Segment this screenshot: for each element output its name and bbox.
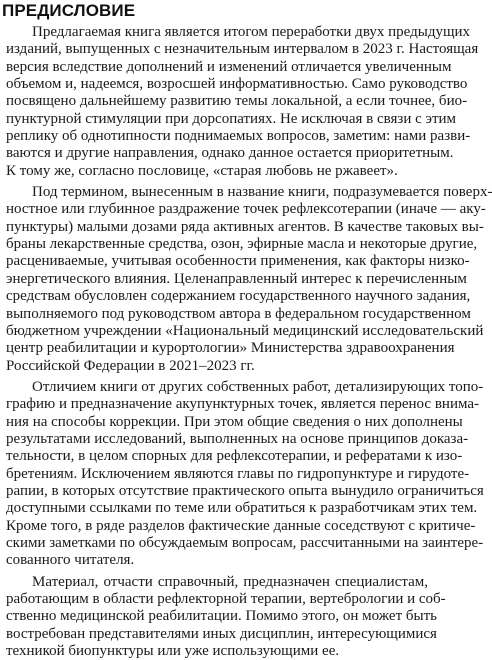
text-line: рапии, в которых отсутствие практического опыта вынудило ограничиться — [6, 482, 484, 499]
text-line: энергетического влияния. Целенаправленный интерес к перечисленным — [6, 270, 467, 287]
text-line: выполняемого под руководством автора в федеральном государственном — [6, 305, 471, 322]
section-heading: ПРЕДИСЛОВИЕ — [2, 1, 136, 20]
paragraph — [6, 573, 446, 660]
document-body — [6, 24, 492, 660]
text-line: результатами исследований, выполненных на основе принципов доказа- — [6, 430, 469, 447]
text-line: средствам обусловлен содержанием государственного научного задания, — [6, 288, 471, 305]
text-line: браны лекарственные средства, озон, эфирные масла и некоторые другие, — [6, 236, 478, 253]
text-line: ностное или глубинное раздражение точек рефлексотерапии (иначе — аку- — [6, 201, 486, 218]
text-line: ственно медицинской реабилитации. Помимо этого, он может быть — [6, 608, 437, 625]
text-line: пунктурной стимуляции при дорсопатиях. Не исключая в связи с этим — [6, 110, 457, 127]
text-line: Под термином, вынесенным в название книги, подразумевается поверх- — [32, 184, 492, 201]
text-line: К тому же, согласно пословице, «старая любовь не ржавеет». — [6, 162, 398, 179]
text-line: центр реабилитации и курортологии» Министерства здравоохранения — [6, 340, 455, 357]
text-line: графию и предназначение акупунктурных точек, является перенос внима- — [6, 396, 480, 413]
paragraph — [6, 378, 484, 570]
text-line: объемом и, надеемся, возросшей информативностью. Само руководство — [6, 76, 468, 93]
text-line: бюджетном учреждении «Национальный медицинский исследовательский — [6, 322, 484, 339]
text-line: версия вследствие дополнений и изменений отличается увеличенным — [6, 58, 452, 75]
text-line: доступными ссылками по теме или обратиться к разработчикам этих тем. — [6, 500, 478, 517]
text-line: расцениваемые, учитывая особенности применения, как факторы низко- — [6, 253, 470, 270]
text-line: техникой биопунктуры или уже использующими ее. — [6, 643, 340, 660]
text-line: Кроме того, в ряде разделов фактические данные соседствуют с критиче- — [6, 517, 476, 534]
paragraph — [6, 24, 479, 180]
text-line: реплику об однотипности поднимаемых вопросов, заметим: нами разви- — [6, 128, 471, 145]
text-line: работающим в области рефлекторной терапии, вертебрологии и соб- — [6, 591, 446, 607]
text-line: скими заметками по обсуждаемым вопросам, рассчитанными на заинтере- — [6, 534, 484, 551]
paragraph — [6, 184, 492, 375]
text-line: Отличием книги от других собственных работ, детализирующих топо- — [32, 378, 484, 395]
text-line: Предлагаемая книга является итогом переработки двух предыдущих — [32, 24, 471, 40]
text-line: ваются и другие направления, однако данное остается приоритетным. — [6, 145, 454, 162]
text-line: сованного читателя. — [6, 552, 135, 569]
text-line: изданий, выпущенных с незначительным интервалом в 2023 г. Настоящая — [6, 41, 479, 58]
text-line: Материал, отчасти справочный, предназначен специалистам, — [32, 573, 428, 590]
text-line: посвящено дальнейшему развитию темы локальной, а если точнее, био- — [6, 93, 468, 110]
text-line: Российской Федерации в 2021–2023 гг. — [6, 357, 255, 374]
text-line: востребован представителями иных дисциплин, интересующимися — [6, 625, 437, 642]
text-line: тельности, в целом спорных для рефлексотерапии, и рефератами к изо- — [6, 448, 463, 465]
text-line: ния на способы коррекции. При этом общие сведения о них дополнены — [6, 413, 463, 430]
text-line: бретениям. Исключением являются главы по гидропунктуре и гирудоте- — [6, 465, 470, 482]
text-line: пунктуры) малыми дозами ряда активных агентов. В качестве таковых вы- — [6, 218, 484, 235]
